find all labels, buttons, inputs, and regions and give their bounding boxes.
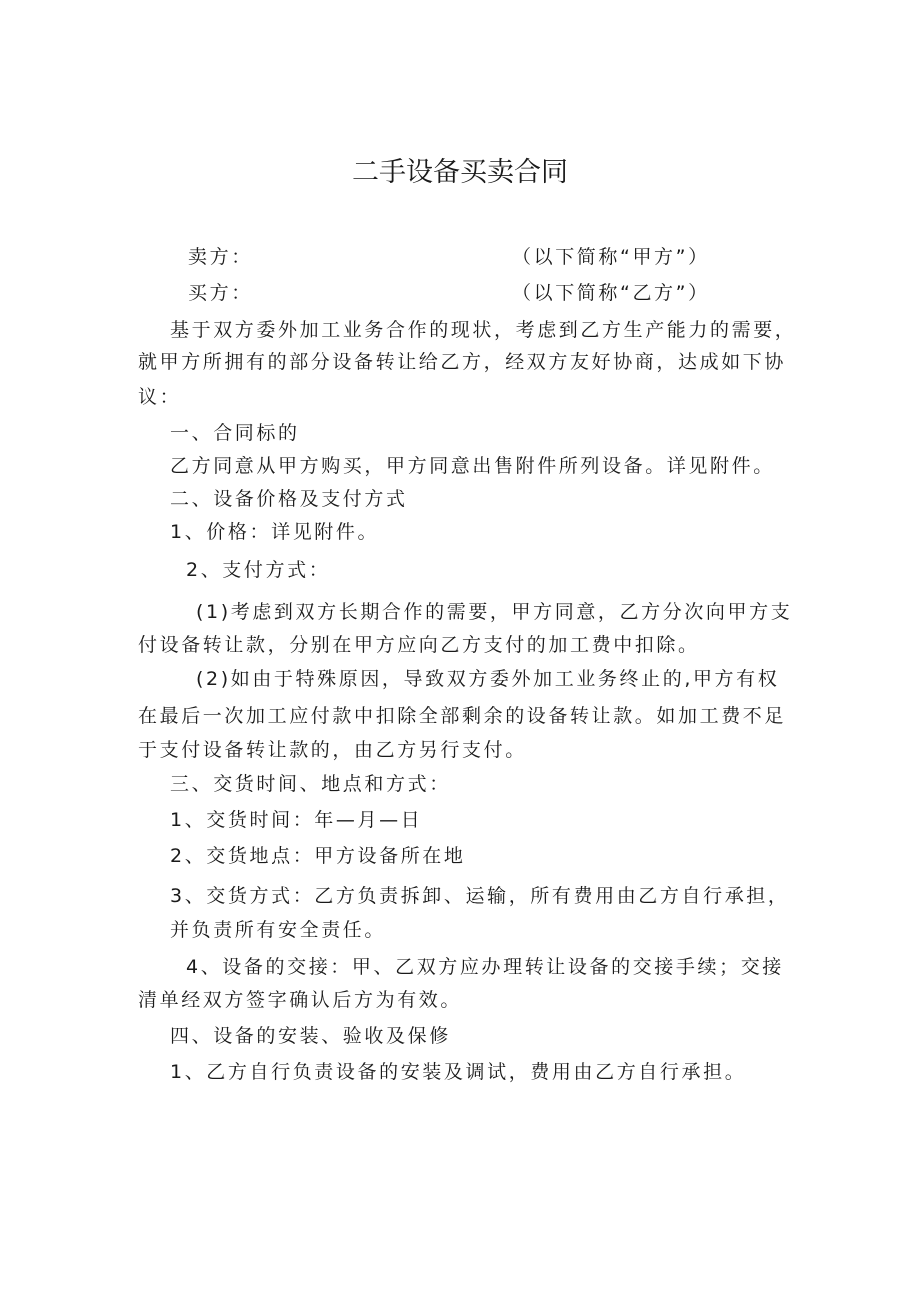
section-2-payment-1a: (1)考虑到双方长期合作的需要，甲方同意，乙方分次向甲方支 [196, 601, 793, 623]
intro-line-2: 就甲方所拥有的部分设备转让给乙方，经双方友好协商，达成如下协 [138, 351, 787, 373]
section-2-price: 1、价格：详见附件。 [170, 521, 380, 543]
section-2-payment-1b: 付设备转让款，分别在甲方应向乙方支付的加工费中扣除。 [138, 634, 700, 656]
section-3-place: 2、交货地点：甲方设备所在地 [170, 845, 466, 867]
section-2-payment-2b: 在最后一次加工应付款中扣除全部剩余的设备转让款。如加工费不足 [138, 705, 787, 727]
section-4-item-1: 1、乙方自行负责设备的安装及调试，费用由乙方自行承担。 [170, 1061, 747, 1083]
section-3-handover-b: 清单经双方签字确认后方为有效。 [138, 989, 463, 1011]
section-1-heading: 一、合同标的 [170, 422, 300, 444]
document-title: 二手设备买卖合同 [352, 157, 568, 188]
section-4-heading: 四、设备的安装、验收及保修 [170, 1025, 451, 1047]
buyer-note: （以下简称“乙方”） [512, 282, 710, 304]
section-3-heading: 三、交货时间、地点和方式： [170, 773, 451, 795]
section-2-payment: 2、支付方式： [186, 559, 331, 581]
intro-line-1: 基于双方委外加工业务合作的现状，考虑到乙方生产能力的需要， [170, 319, 797, 341]
seller-label: 卖方： [188, 246, 253, 268]
section-1-text: 乙方同意从甲方购买，甲方同意出售附件所列设备。详见附件。 [170, 455, 775, 477]
seller-note: （以下简称“甲方”） [512, 246, 710, 268]
section-2-payment-2a: (2)如由于特殊原因，导致双方委外加工业务终止的,甲方有权 [196, 668, 780, 690]
section-2-heading: 二、设备价格及支付方式 [170, 488, 408, 510]
intro-line-3: 议： [138, 386, 182, 408]
buyer-label: 买方： [188, 282, 253, 304]
section-3-method-b: 并负责所有安全责任。 [170, 919, 387, 941]
section-3-method-a: 3、交货方式：乙方负责拆卸、运输，所有费用由乙方自行承担， [170, 885, 790, 907]
section-2-payment-2c: 于支付设备转让款的，由乙方另行支付。 [138, 739, 527, 761]
section-3-handover-a: 4、设备的交接：甲、乙双方应办理转让设备的交接手续；交接 [186, 956, 784, 978]
section-3-time: 1、交货时间：年—月—日 [170, 809, 423, 831]
